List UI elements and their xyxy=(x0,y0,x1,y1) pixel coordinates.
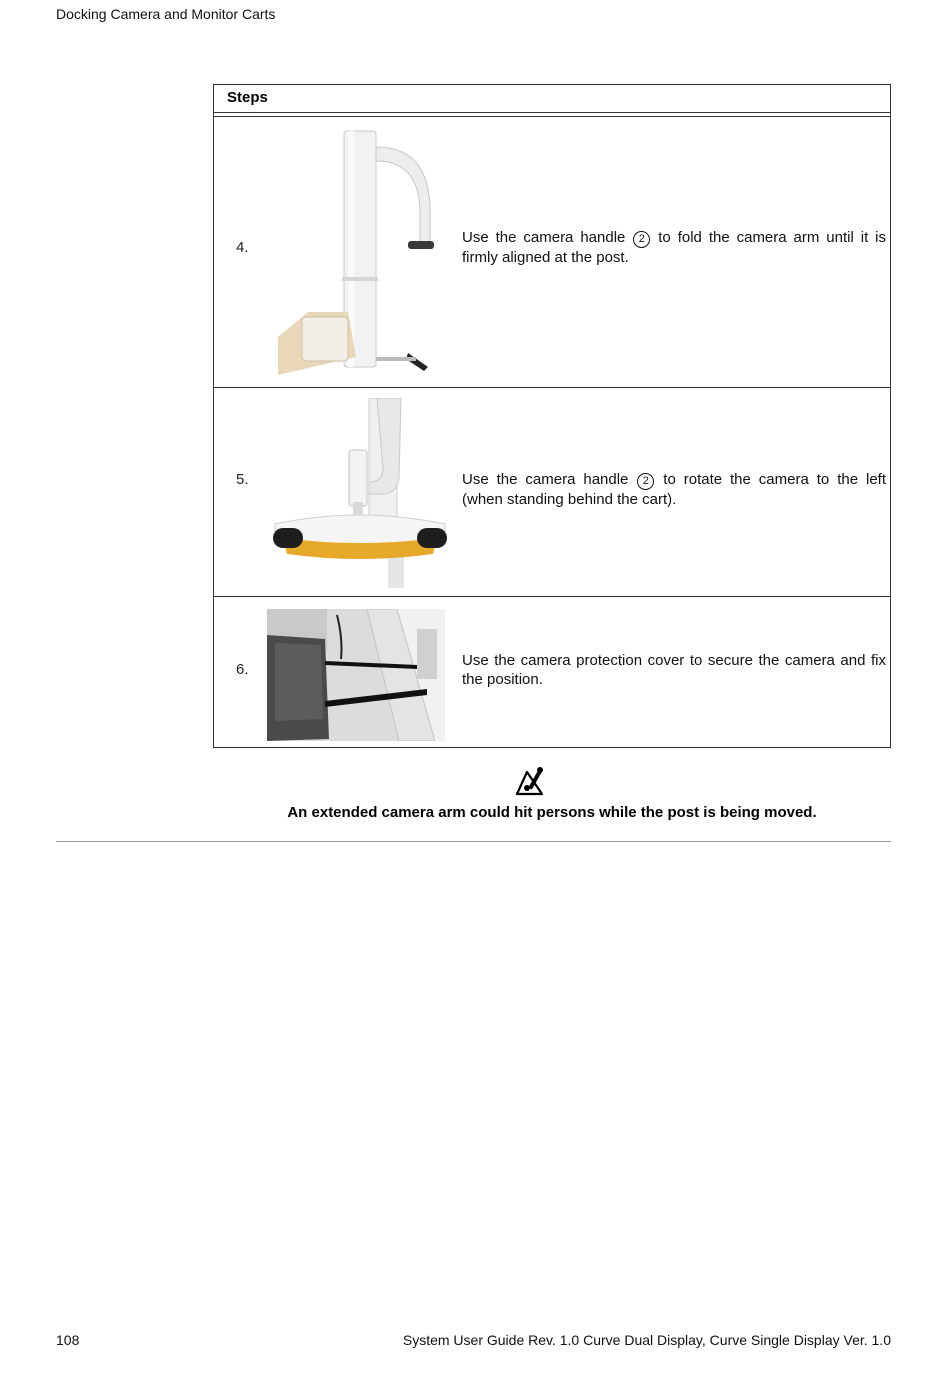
step-number: 4. xyxy=(236,239,249,256)
document-title: System User Guide Rev. 1.0 Curve Dual Display, Curve Single Display Ver. 1.0 xyxy=(402,1332,891,1348)
step-instruction: Use the camera protection cover to secure the camera and fix the position. xyxy=(462,652,886,688)
page-number: 108 xyxy=(56,1332,80,1348)
table-heading: Steps xyxy=(214,85,890,113)
section-divider xyxy=(56,841,891,842)
steps-table xyxy=(213,84,891,748)
handle-marker: 2 xyxy=(633,231,650,248)
step-number: 5. xyxy=(236,471,249,488)
handle-marker: 2 xyxy=(637,473,654,490)
table-row xyxy=(214,597,890,747)
step-number: 6. xyxy=(236,661,249,678)
step-instruction: Use the camera handle 2 to rotate the camera to the left (when standing behind the cart). xyxy=(462,471,886,508)
note-text: An extended camera arm could hit persons while the post is being moved. xyxy=(287,804,817,821)
table-row xyxy=(214,117,890,388)
step-instruction: Use the camera handle 2 to fold the camera arm until it is firmly aligned at the post. xyxy=(462,229,887,266)
photo-camera-arm-folded xyxy=(278,127,446,375)
photo-camera-rotated xyxy=(269,398,449,588)
photo-camera-cover xyxy=(267,609,445,741)
note-hand-icon xyxy=(513,765,547,799)
running-header: Docking Camera and Monitor Carts xyxy=(56,6,276,22)
table-row xyxy=(214,388,890,597)
